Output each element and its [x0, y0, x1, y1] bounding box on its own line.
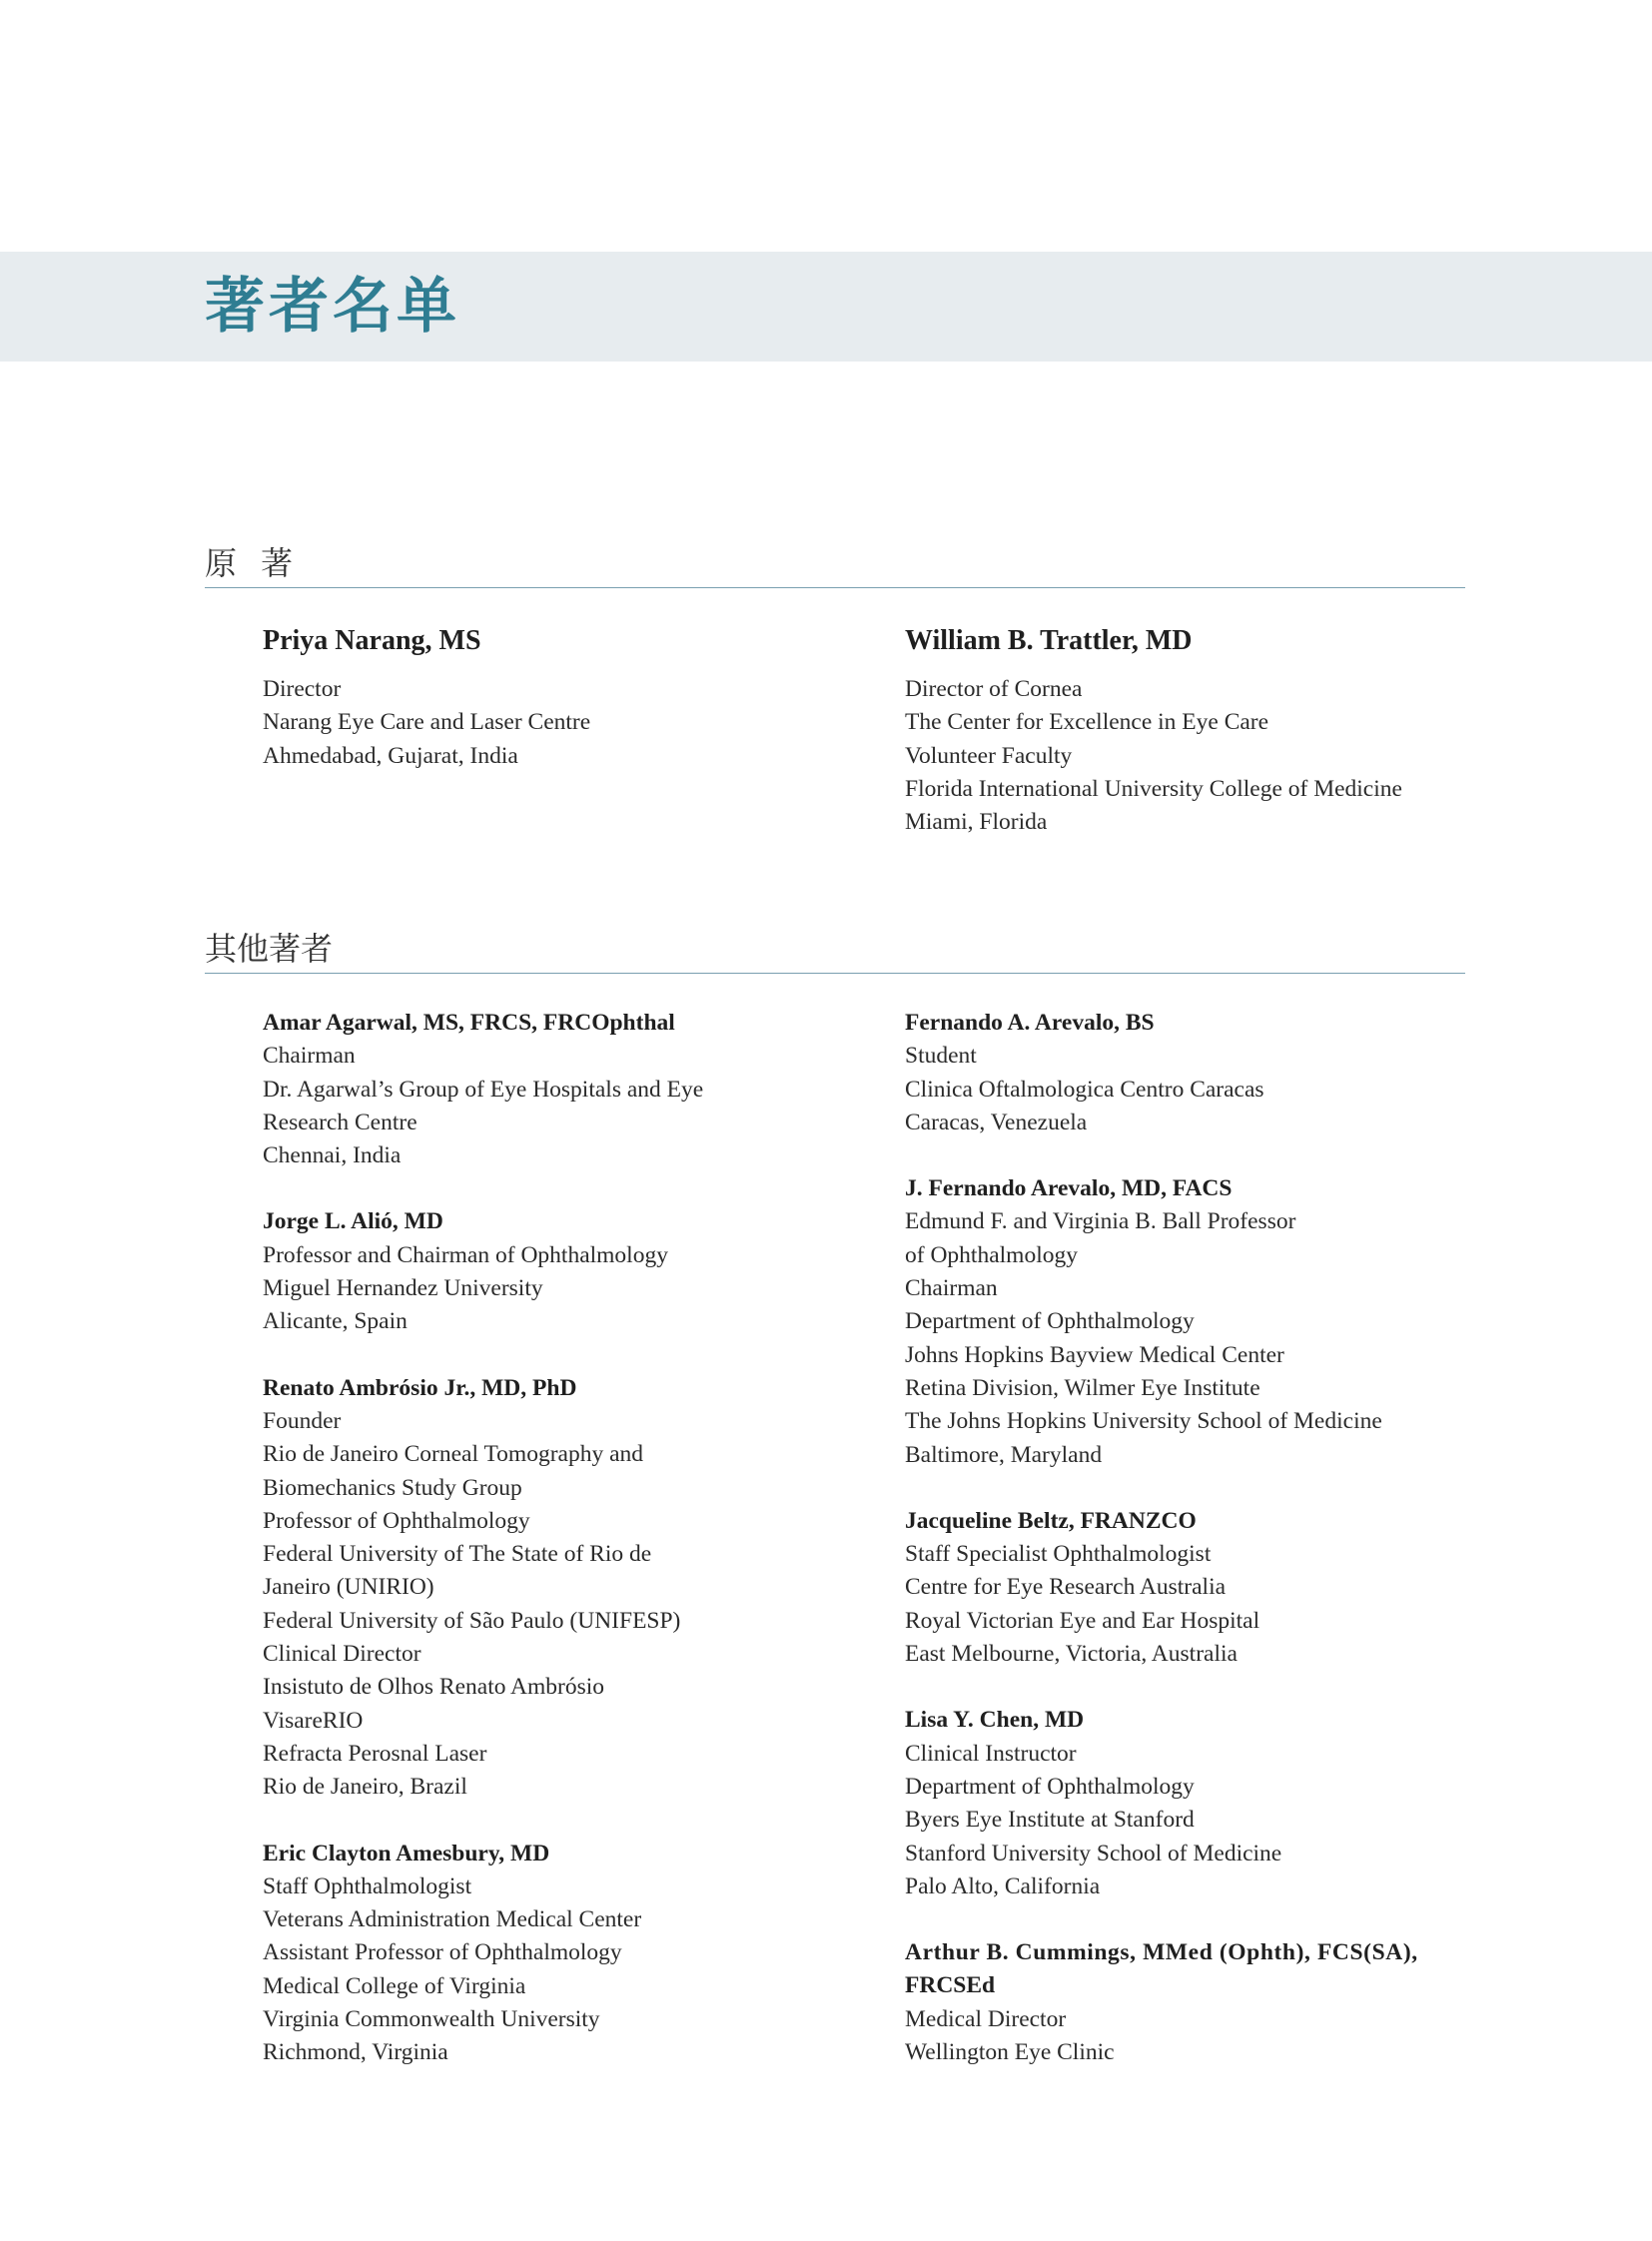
affiliation-line: The Johns Hopkins University School of Medicine: [905, 1408, 1382, 1435]
affiliation-line: Florida International University College of Medicine: [905, 775, 1402, 802]
affiliation-line: VisareRIO: [263, 1707, 364, 1734]
author-entry: [905, 621, 1524, 839]
affiliation-line: Founder: [263, 1407, 342, 1434]
author-entry: [905, 1936, 1524, 2069]
affiliation-line: Narang Eye Care and Laser Centre: [263, 709, 591, 736]
affiliation-line: Director: [263, 676, 342, 702]
author-entry: [263, 1205, 882, 1338]
author-name: Amar Agarwal, MS, FRCS, FRCOphthal: [263, 1010, 675, 1036]
affiliation-line: Chairman: [905, 1275, 998, 1302]
affiliation-line: Federal University of São Paulo (UNIFESP): [263, 1607, 681, 1634]
author-name: Fernando A. Arevalo, BS: [905, 1010, 1155, 1036]
section-divider-other: [205, 973, 1465, 974]
affiliation-line: Miguel Hernandez University: [263, 1275, 543, 1302]
author-name: Renato Ambrósio Jr., MD, PhD: [263, 1374, 577, 1401]
section-heading-other: 其他著者: [205, 930, 334, 968]
affiliation-line: Rio de Janeiro, Brazil: [263, 1774, 467, 1801]
affiliation-line: Wellington Eye Clinic: [905, 2039, 1115, 2066]
author-entry: [905, 1007, 1524, 1139]
author-name: William B. Trattler, MD: [905, 625, 1193, 656]
affiliation-line: The Center for Excellence in Eye Care: [905, 709, 1269, 736]
section-heading-original: 原著: [205, 544, 318, 582]
affiliation-line: Assistant Professor of Ophthalmology: [263, 1939, 622, 1966]
affiliation-line: Virginia Commonwealth University: [263, 2006, 600, 2033]
author-entry: [905, 1505, 1524, 1671]
affiliation-line: Palo Alto, California: [905, 1872, 1101, 1899]
affiliation-line: Miami, Florida: [905, 809, 1048, 836]
affiliation-line: Biomechanics Study Group: [263, 1474, 522, 1501]
other-authors-right-column: [905, 1007, 1524, 2102]
author-name: J. Fernando Arevalo, MD, FACS: [905, 1175, 1233, 1202]
author-name: Eric Clayton Amesbury, MD: [263, 1840, 550, 1867]
affiliation-line: East Melbourne, Victoria, Australia: [905, 1641, 1238, 1668]
original-author-right: [905, 621, 1524, 839]
affiliation-line: Clinical Instructor: [905, 1740, 1077, 1767]
affiliation-line: Professor and Chairman of Ophthalmology: [263, 1241, 668, 1268]
affiliation-line: of Ophthalmology: [905, 1241, 1078, 1268]
affiliation-line: Baltimore, Maryland: [905, 1441, 1103, 1468]
affiliation-line: Clinica Oftalmologica Centro Caracas: [905, 1076, 1264, 1103]
author-entry: [263, 1007, 882, 1172]
original-author-left: [263, 621, 882, 773]
affiliation-line: Royal Victorian Eye and Ear Hospital: [905, 1607, 1260, 1634]
other-authors-left-column: [263, 1007, 882, 2103]
affiliation-line: Chennai, India: [263, 1142, 402, 1169]
author-entry: [263, 1372, 882, 1805]
author-name: Jorge L. Alió, MD: [263, 1208, 443, 1235]
affiliation-line: Johns Hopkins Bayview Medical Center: [905, 1341, 1284, 1368]
affiliation-line: Insistuto de Olhos Renato Ambrósio: [263, 1674, 605, 1701]
author-entry: [263, 1838, 882, 2070]
affiliation-line: Janeiro (UNIRIO): [263, 1574, 434, 1601]
affiliation-line: Department of Ophthalmology: [905, 1773, 1195, 1800]
author-name: Jacqueline Beltz, FRANZCO: [905, 1507, 1197, 1534]
affiliation-line: Clinical Director: [263, 1641, 421, 1668]
affiliation-line: Research Centre: [263, 1109, 417, 1135]
affiliation-line: Staff Specialist Ophthalmologist: [905, 1541, 1212, 1568]
author-entry: [905, 1704, 1524, 1903]
affiliation-line: Alicante, Spain: [263, 1308, 408, 1335]
author-name: Lisa Y. Chen, MD: [905, 1707, 1085, 1734]
section-divider-original: [205, 587, 1465, 588]
affiliation-line: Dr. Agarwal’s Group of Eye Hospitals and Eye: [263, 1076, 704, 1103]
affiliation-line: Refracta Perosnal Laser: [263, 1740, 487, 1767]
affiliation-line: Edmund F. and Virginia B. Ball Professor: [905, 1208, 1296, 1235]
affiliation-line: Stanford University School of Medicine: [905, 1840, 1282, 1867]
affiliation-line: Staff Ophthalmologist: [263, 1872, 472, 1899]
affiliation-line: Caracas, Venezuela: [905, 1109, 1088, 1135]
affiliation-line: Byers Eye Institute at Stanford: [905, 1807, 1195, 1834]
affiliation-line: Student: [905, 1043, 977, 1070]
author-name: Priya Narang, MS: [263, 625, 481, 656]
affiliation-line: Chairman: [263, 1043, 356, 1070]
author-entry: [905, 1172, 1524, 1472]
affiliation-line: Medical Director: [905, 2005, 1067, 2032]
affiliation-line: Department of Ophthalmology: [905, 1308, 1195, 1335]
affiliation-line: Rio de Janeiro Corneal Tomography and: [263, 1441, 644, 1468]
affiliation-line: Retina Division, Wilmer Eye Institute: [905, 1374, 1260, 1401]
affiliation-line: Centre for Eye Research Australia: [905, 1574, 1227, 1601]
author-name: Arthur B. Cummings, MMed (Ophth), FCS(SA),: [905, 1939, 1418, 1966]
affiliation-line: Veterans Administration Medical Center: [263, 1906, 642, 1933]
affiliation-line: Volunteer Faculty: [905, 742, 1073, 769]
affiliation-line: Professor of Ophthalmology: [263, 1507, 530, 1534]
affiliation-line: Director of Cornea: [905, 676, 1083, 702]
page-title: 著者名单: [205, 272, 460, 342]
author-entry: [263, 621, 882, 773]
author-name-continued: FRCSEd: [905, 1972, 996, 1999]
affiliation-line: Medical College of Virginia: [263, 1972, 526, 1999]
affiliation-line: Richmond, Virginia: [263, 2039, 448, 2066]
affiliation-line: Ahmedabad, Gujarat, India: [263, 742, 518, 769]
affiliation-line: Federal University of The State of Rio de: [263, 1541, 652, 1568]
